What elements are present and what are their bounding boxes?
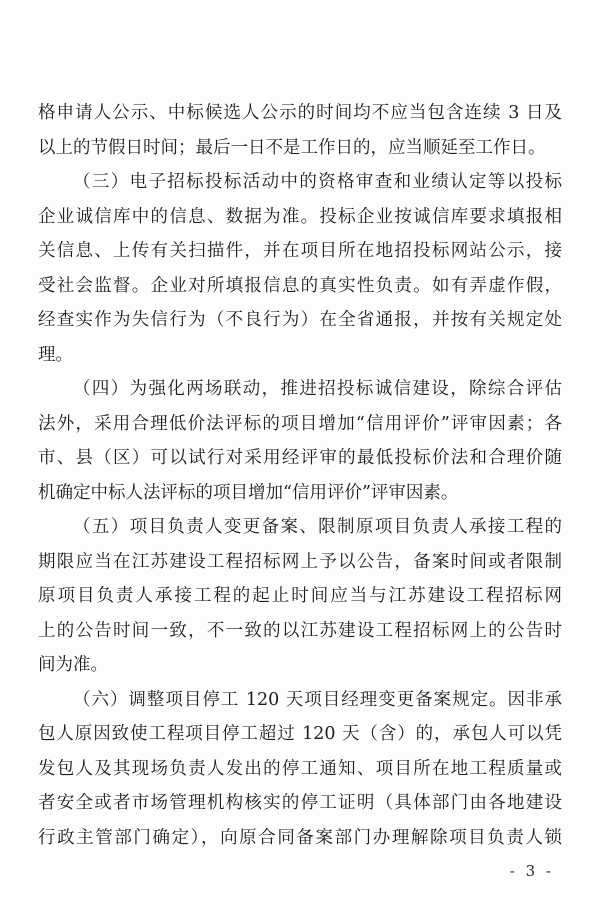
text-line: 经查实作为失信行为（不良行为）在全省通报，并按有关规定处 <box>38 310 562 330</box>
page-number: - 3 - <box>509 862 554 880</box>
text-line: 受社会监督。企业对所填报信息的真实性负责。如有弄虚作假， <box>38 275 562 296</box>
text-line: 格申请人公示、中标候选人公示的时间均不应当包含连续 3 日及 <box>38 103 562 123</box>
text-line: 法外，采用合理低价法评标的项目增加“信用评价”评审因素；各 <box>38 413 562 434</box>
text-line: 上的公告时间一致，不一致的以江苏建设工程招标网上的公告时 <box>38 620 562 641</box>
text-line: 关信息、上传有关扫描件，并在项目所在地招投标网站公示，接 <box>38 241 562 261</box>
text-line: 市、县（区）可以试行对采用经评审的最低投标价法和合理价随 <box>38 448 562 468</box>
text-line: 间为准。 <box>38 655 108 675</box>
text-line: （六）调整项目停工 120 天项目经理变更备案规定。因非承 <box>73 689 562 710</box>
text-line: 企业诚信库中的信息、数据为准。投标企业按诚信库要求填报相 <box>38 206 562 227</box>
text-line: 机确定中标人法评标的项目增加“信用评价”评审因素。 <box>38 482 459 503</box>
text-line: 包人原因致使工程项目停工超过 120 天（含）的，承包人可以凭 <box>38 724 562 744</box>
text-line: 原项目负责人承接工程的起止时间应当与江苏建设工程招标网 <box>38 586 562 606</box>
text-line: 理。 <box>38 344 73 365</box>
text-line: 期限应当在江苏建设工程招标网上予以公告，备案时间或者限制 <box>38 551 562 572</box>
text-line: 行政主管部门确定），向原合同备案部门办理解除项目负责人锁 <box>38 827 562 848</box>
text-line: 发包人及其现场负责人发出的停工通知、项目所在地工程质量或 <box>38 758 562 779</box>
text-line: （三）电子招标投标活动中的资格审查和业绩认定等以投标 <box>73 172 562 192</box>
text-line: （五）项目负责人变更备案、限制原项目负责人承接工程的 <box>73 517 562 537</box>
text-line: （四）为强化两场联动，推进招投标诚信建设，除综合评估 <box>73 379 562 399</box>
text-line: 者安全或者市场管理机构核实的停工证明（具体部门由各地建设 <box>38 793 562 813</box>
text-line: 以上的节假日时间；最后一日不是工作日的，应当顺延至工作日。 <box>38 137 546 158</box>
